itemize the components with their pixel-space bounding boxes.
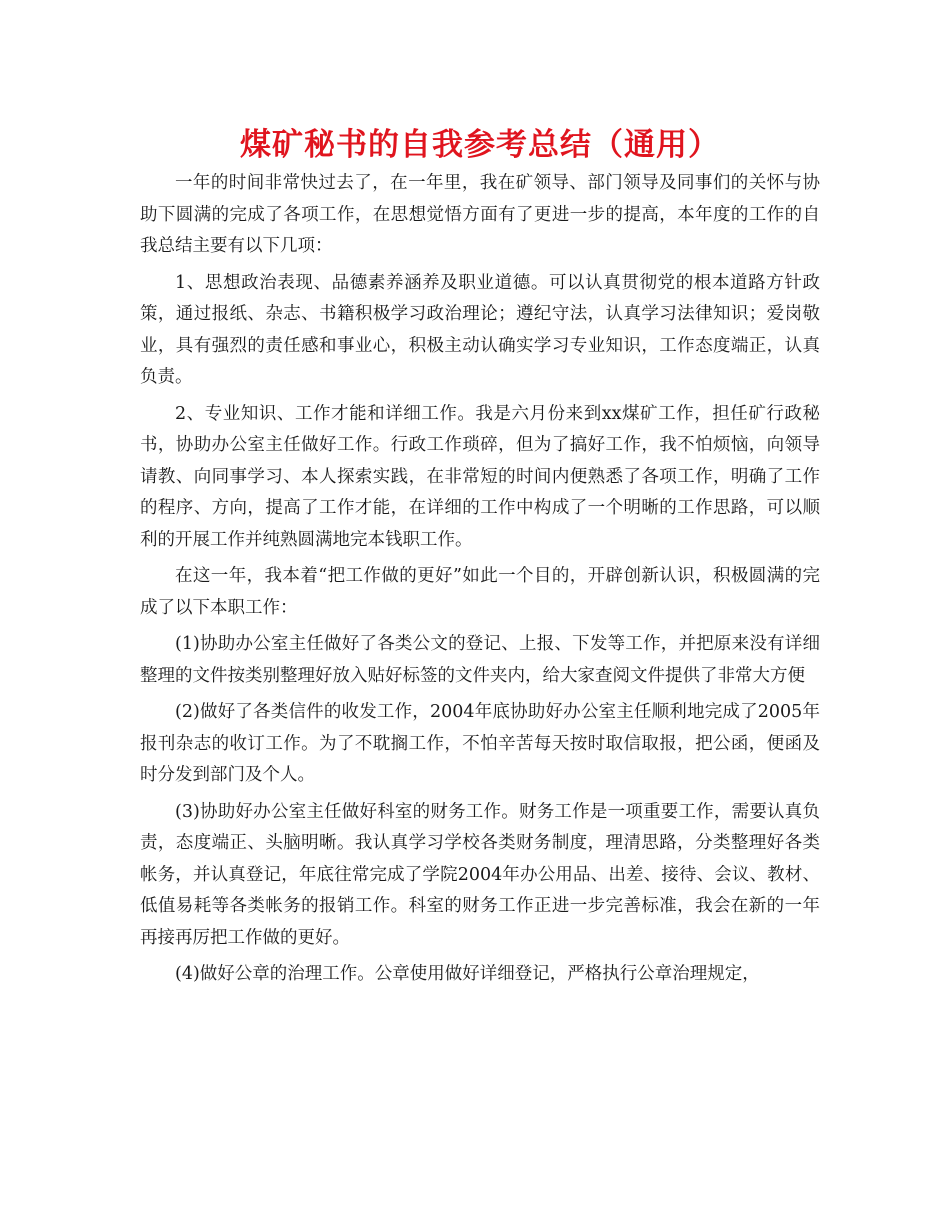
paragraph-duty-2: (2)做好了各类信件的收发工作，2004年底协助好办公室主任顺利地完成了2005年报刊杂志的收订工作。为了不耽搁工作，不怕辛苦每天按时取信取报，把公函，便函及时分发到部门及个人。 [140,702,820,785]
document-page [140,122,820,996]
paragraph-item-2: 2、专业知识、工作才能和详细工作。我是六月份来到xx煤矿工作，担任矿行政秘书，协助办公室主任做好工作。行政工作琐碎，但为了搞好工作，我不怕烦恼，向领导请教、向同事学习、本人探索实践，在非常短的时间内便熟悉了各项工作，明确了工作的程序、方向，提高了工作才能，在详细的工作中构成了一个明晰的工作思路，可以顺利的开展工作并纯熟圆满地完本钱职工作。 [140,403,820,550]
document-title: 煤矿秘书的自我参考总结（通用） [240,127,720,163]
paragraph-item-1: 1、思想政治表现、品德素养涵养及职业道德。可以认真贯彻党的根本道路方针政策，通过报纸、杂志、书籍积极学习政治理论；遵纪守法，认真学习法律知识；爱岗敬业，具有强烈的责任感和事业心，积极主动认确实学习专业知识，工作态度端正，认真负责。 [140,272,820,387]
paragraph-duties-intro: 在这一年，我本着“把工作做的更好”如此一个目的，开辟创新认识，积极圆满的完成了以下本职工作： [140,566,820,618]
paragraph-duty-1: (1)协助办公室主任做好了各类公文的登记、上报、下发等工作，并把原来没有详细整理的文件按类别整理好放入贴好标签的文件夹内，给大家查阅文件提供了非常大方便 [140,634,820,686]
paragraph-duty-3: (3)协助好办公室主任做好科室的财务工作。财务工作是一项重要工作，需要认真负责，态度端正、头脑明晰。我认真学习学校各类财务制度，理清思路，分类整理好各类帐务，并认真登记，年底往常完成了学院2004年办公用品、出差、接待、会议、教材、低值易耗等各类帐务的报销工作。科室的财务工作正进一步完善标准，我会在新的一年再接再厉把工作做的更好。 [140,801,820,948]
paragraph-intro: 一年的时间非常快过去了，在一年里，我在矿领导、部门领导及同事们的关怀与协助下圆满的完成了各项工作，在思想觉悟方面有了更进一步的提高，本年度的工作的自我总结主要有以下几项： [140,173,820,256]
paragraph-duty-4: (4)做好公章的治理工作。公章使用做好详细登记，严格执行公章治理规定， [175,964,760,984]
